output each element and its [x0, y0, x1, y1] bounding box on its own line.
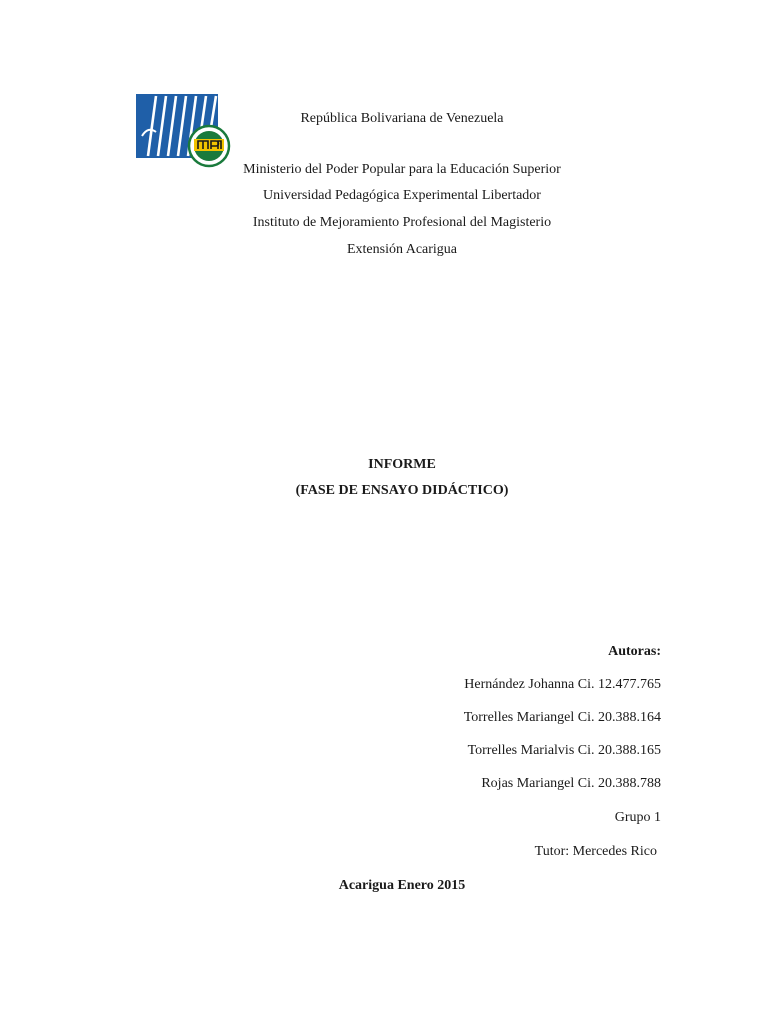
- author-item: Hernández Johanna Ci. 12.477.765: [464, 677, 661, 692]
- document-title: INFORME: [368, 457, 436, 472]
- tutor-label: Tutor: Mercedes Rico: [534, 844, 657, 859]
- header-ministry: Ministerio del Poder Popular para la Educación Superior: [243, 162, 561, 177]
- upel-ipm-logo-icon: [134, 92, 232, 168]
- authors-heading: Autoras:: [608, 644, 661, 659]
- header-republic: República Bolivariana de Venezuela: [300, 111, 504, 126]
- header-extension: Extensión Acarigua: [346, 242, 458, 257]
- author-item: Torrelles Marialvis Ci. 20.388.165: [467, 743, 661, 758]
- place-date: Acarigua Enero 2015: [338, 878, 466, 893]
- header-institute: Instituto de Mejoramiento Profesional del Magisterio: [252, 215, 552, 230]
- author-item: Torrelles Mariangel Ci. 20.388.164: [463, 710, 661, 725]
- author-item: Rojas Mariangel Ci. 20.388.788: [481, 776, 661, 791]
- document-subtitle: (FASE DE ENSAYO DIDÁCTICO): [295, 483, 509, 498]
- header-university: Universidad Pedagógica Experimental Libertador: [263, 188, 541, 203]
- group-label: Grupo 1: [614, 810, 661, 825]
